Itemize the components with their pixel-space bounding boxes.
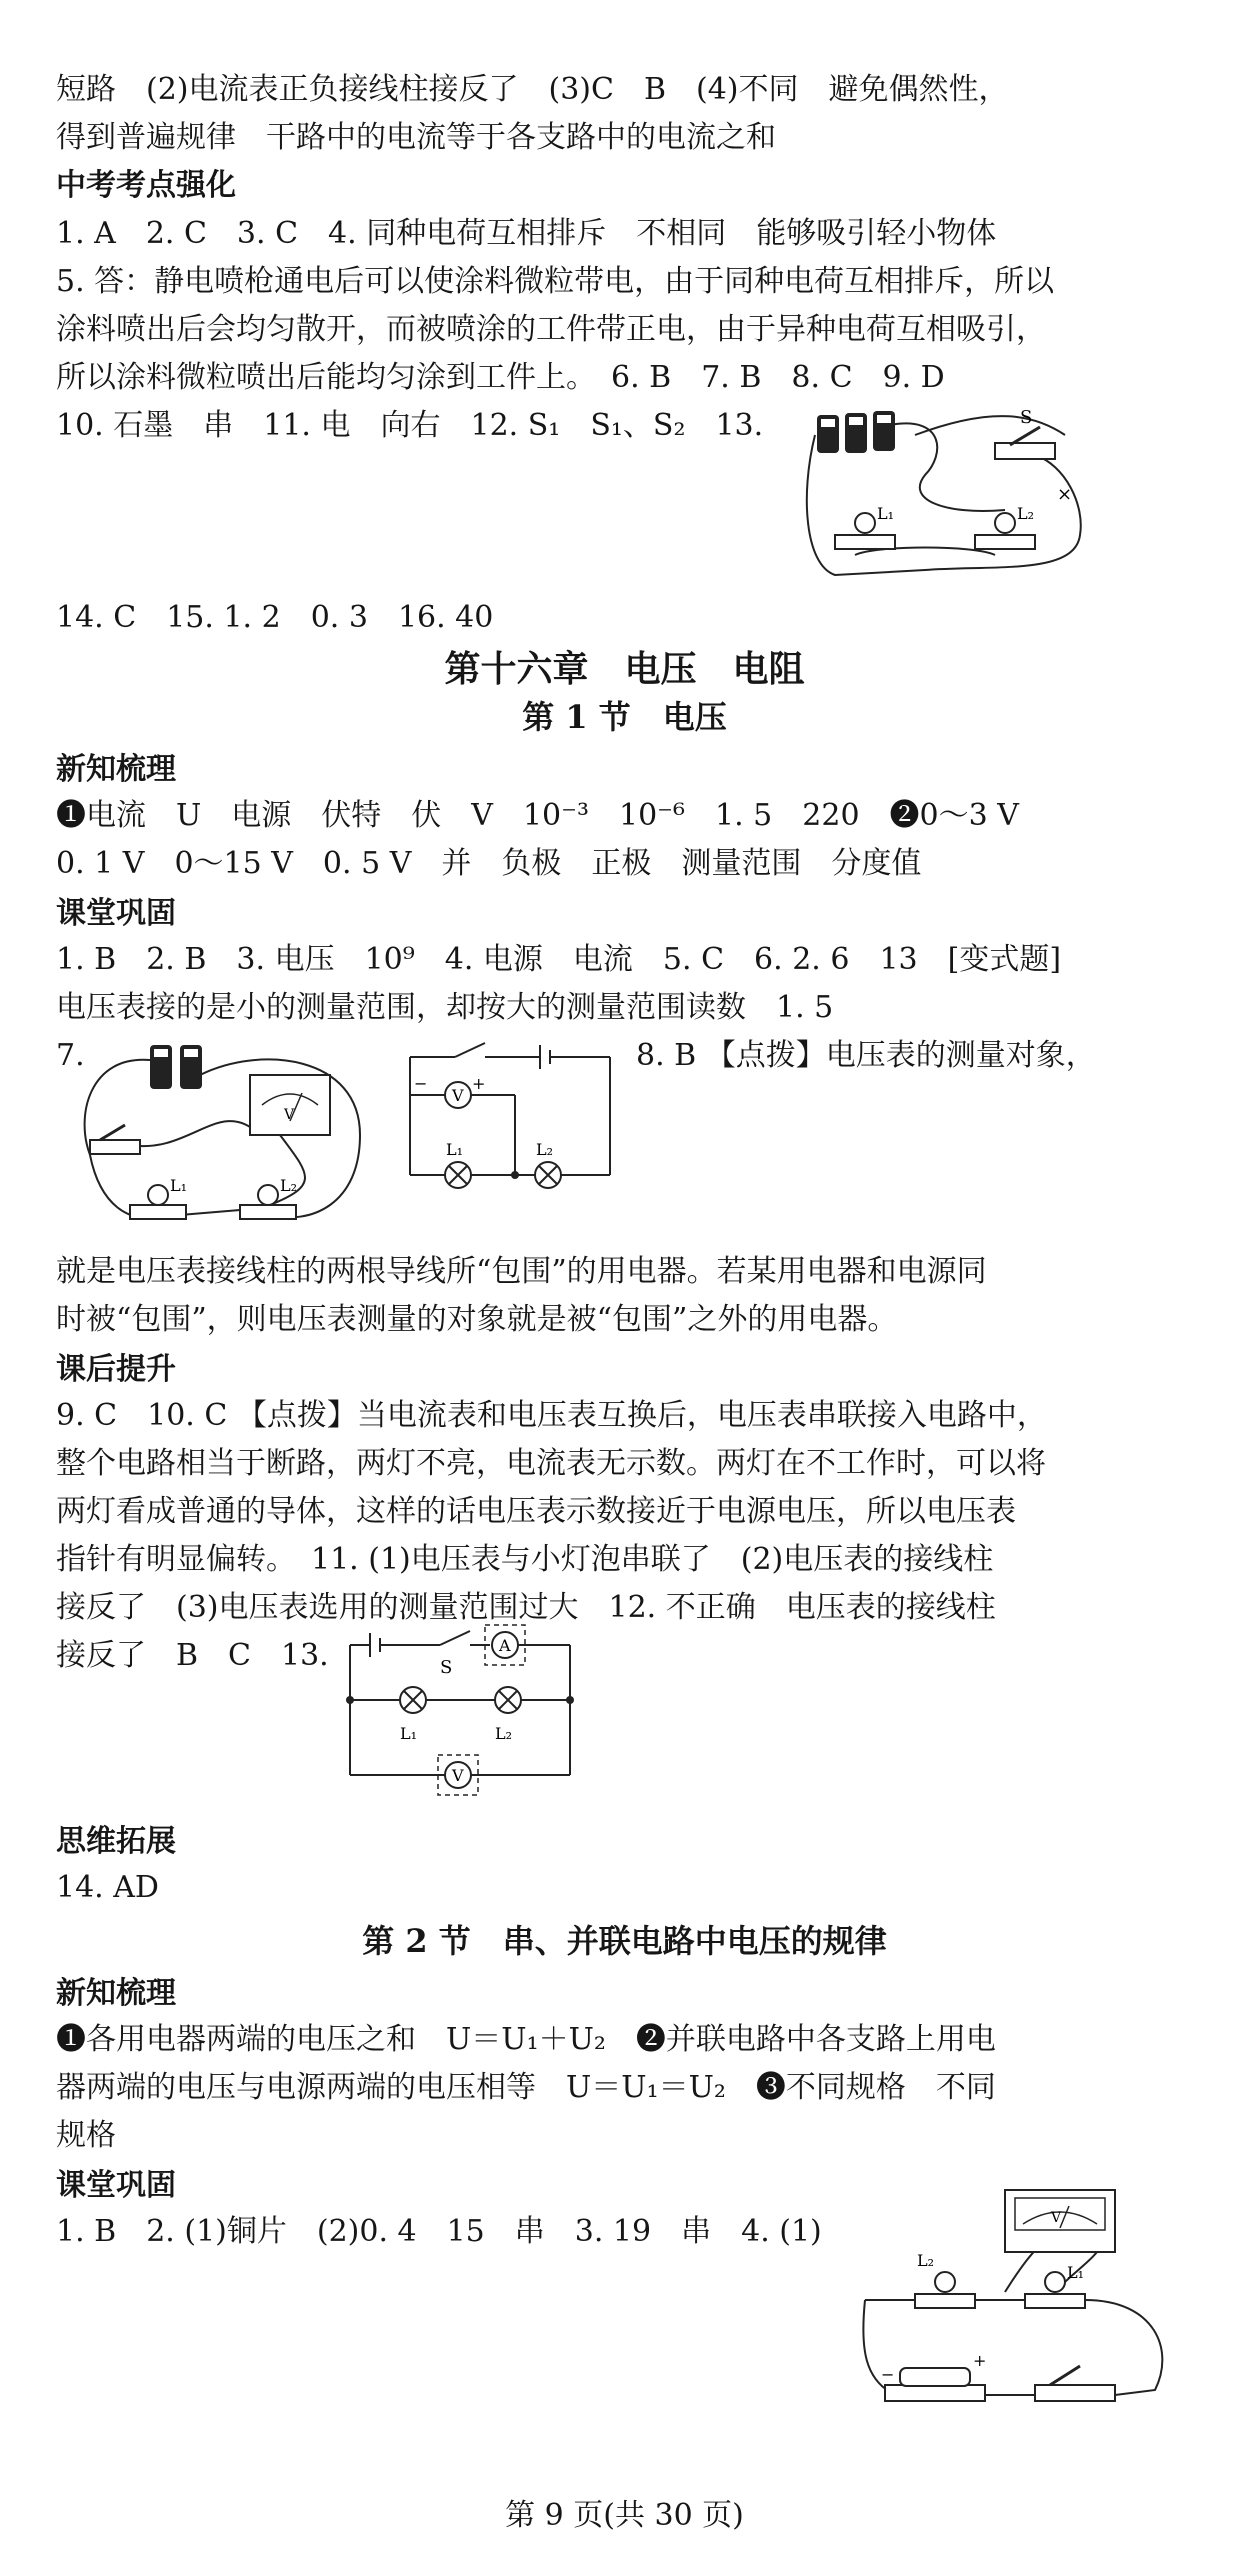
text-line: 指针有明显偏转。 11. (1)电压表与小灯泡串联了 (2)电压表的接线柱 — [56, 1542, 994, 1577]
lamp2-label: L₂ — [495, 1724, 513, 1743]
lamp1-label: L₁ — [446, 1140, 464, 1159]
lamp2-label: L₂ — [280, 1176, 298, 1195]
text-line: 接反了 B C 13. — [56, 1638, 329, 1673]
heading-xinzhi-1: 新知梳理 — [56, 752, 176, 787]
voltmeter-label: V — [452, 1766, 464, 1785]
text-line: 1. B 2. (1)铜片 (2)0. 4 15 串 3. 19 串 4. (1) — [56, 2214, 822, 2249]
heading-xinzhi-2: 新知梳理 — [56, 1976, 176, 2011]
svg-text:×: × — [1057, 484, 1073, 505]
heading-zhongkao: 中考考点强化 — [56, 168, 236, 203]
voltmeter-label: V — [284, 1107, 295, 1123]
minus-sign: − — [414, 1074, 428, 1093]
figure-q4-circuit-photo — [855, 2180, 1185, 2420]
text-line: 0. 1 V 0～15 V 0. 5 V 并 负极 正极 测量范围 分度值 — [56, 846, 922, 881]
text-line: 1. A 2. C 3. C 4. 同种电荷互相排斥 不相同 能够吸引轻小物体 — [56, 216, 997, 251]
text-line: 器两端的电压与电源两端的电压相等 U＝U₁＝U₂ ❸不同规格 不同 — [56, 2070, 996, 2105]
lamp1-label: L₁ — [400, 1724, 418, 1743]
text-line: 14. C 15. 1. 2 0. 3 16. 40 — [56, 600, 494, 635]
text-line: 10. 石墨 串 11. 电 向右 12. S₁ S₁、S₂ 13. — [56, 408, 764, 443]
text-line: 接反了 (3)电压表选用的测量范围过大 12. 不正确 电压表的接线柱 — [56, 1590, 996, 1625]
figure-q13-circuit-photo — [795, 395, 1095, 595]
text-line: 电压表接的是小的测量范围，却按大的测量范围读数 1. 5 — [56, 990, 834, 1025]
chapter-title: 第十六章 电压 电阻 — [444, 648, 805, 690]
minus-sign: − — [881, 2365, 895, 2384]
ammeter-label: A — [499, 1636, 511, 1655]
text-line: 涂料喷出后会均匀散开，而被喷涂的工件带正电，由于异种电荷互相吸引， — [56, 312, 1046, 347]
text-line: 5. 答：静电喷枪通电后可以使涂料微粒带电，由于同种电荷互相排斥，所以 — [56, 264, 1055, 299]
lamp1-label: L₁ — [170, 1176, 188, 1195]
voltmeter-label: V — [452, 1086, 464, 1105]
text-line: 7. — [56, 1038, 85, 1073]
heading-ketang-2: 课堂巩固 — [56, 2168, 176, 2203]
figure-q7-circuit-photo — [70, 1035, 370, 1235]
text-line: 短路 (2)电流表正负接线柱接反了 (3)C B (4)不同 避免偶然性， — [56, 72, 1009, 107]
voltmeter-label: V — [1051, 2210, 1062, 2226]
lamp2-label: L₂ — [917, 2251, 935, 2270]
lamp2-label: L₂ — [1017, 504, 1035, 523]
text-line: ❶各用电器两端的电压之和 U＝U₁＋U₂ ❷并联电路中各支路上用电 — [56, 2022, 996, 2057]
text-line: 时被“包围”，则电压表测量的对象就是被“包围”之外的用电器。 — [56, 1302, 898, 1337]
lamp1-label: L₁ — [877, 504, 895, 523]
plus-sign: + — [472, 1074, 486, 1093]
lamp1-label: L₁ — [1067, 2263, 1085, 2282]
section-title-1: 第 1 节 电压 — [522, 698, 727, 736]
section-title-2: 第 2 节 串、并联电路中电压的规律 — [362, 1922, 887, 1960]
text-line: 所以涂料微粒喷出后能均匀涂到工件上。 6. B 7. B 8. C 9. D — [56, 360, 945, 395]
text-line: 8. B 【点拨】电压表的测量对象， — [636, 1038, 1096, 1073]
heading-ketang-1: 课堂巩固 — [56, 896, 176, 931]
text-line: 就是电压表接线柱的两根导线所“包围”的用电器。若某用电器和电源同 — [56, 1254, 987, 1289]
figure-q7-schematic — [400, 1035, 620, 1190]
text-line: 整个电路相当于断路，两灯不亮，电流表无示数。两灯在不工作时，可以将 — [56, 1446, 1046, 1481]
text-line: 得到普遍规律 干路中的电流等于各支路中的电流之和 — [56, 120, 776, 155]
text-line: 两灯看成普通的导体，这样的话电压表示数接近于电源电压，所以电压表 — [56, 1494, 1016, 1529]
text-line: 9. C 10. C 【点拨】当电流表和电压表互换后，电压表串联接入电路中， — [56, 1398, 1047, 1433]
text-line: 1. B 2. B 3. 电压 10⁹ 4. 电源 电流 5. C 6. 2. 6 13 [变式题] — [56, 942, 1062, 977]
switch-label: S — [1020, 407, 1033, 428]
heading-siwei: 思维拓展 — [56, 1824, 176, 1859]
lamp2-label: L₂ — [536, 1140, 554, 1159]
text-line: 14. AD — [56, 1870, 159, 1905]
text-line: ❶电流 U 电源 伏特 伏 V 10⁻³ 10⁻⁶ 1. 5 220 ❷0～3 V — [56, 798, 1019, 833]
page-footer: 第 9 页(共 30 页) — [505, 2498, 744, 2533]
text-line: 规格 — [56, 2118, 116, 2153]
heading-kehou: 课后提升 — [56, 1352, 176, 1387]
figure-q13-schematic — [340, 1615, 580, 1805]
switch-label: S — [440, 1657, 453, 1678]
plus-sign: + — [973, 2351, 987, 2370]
